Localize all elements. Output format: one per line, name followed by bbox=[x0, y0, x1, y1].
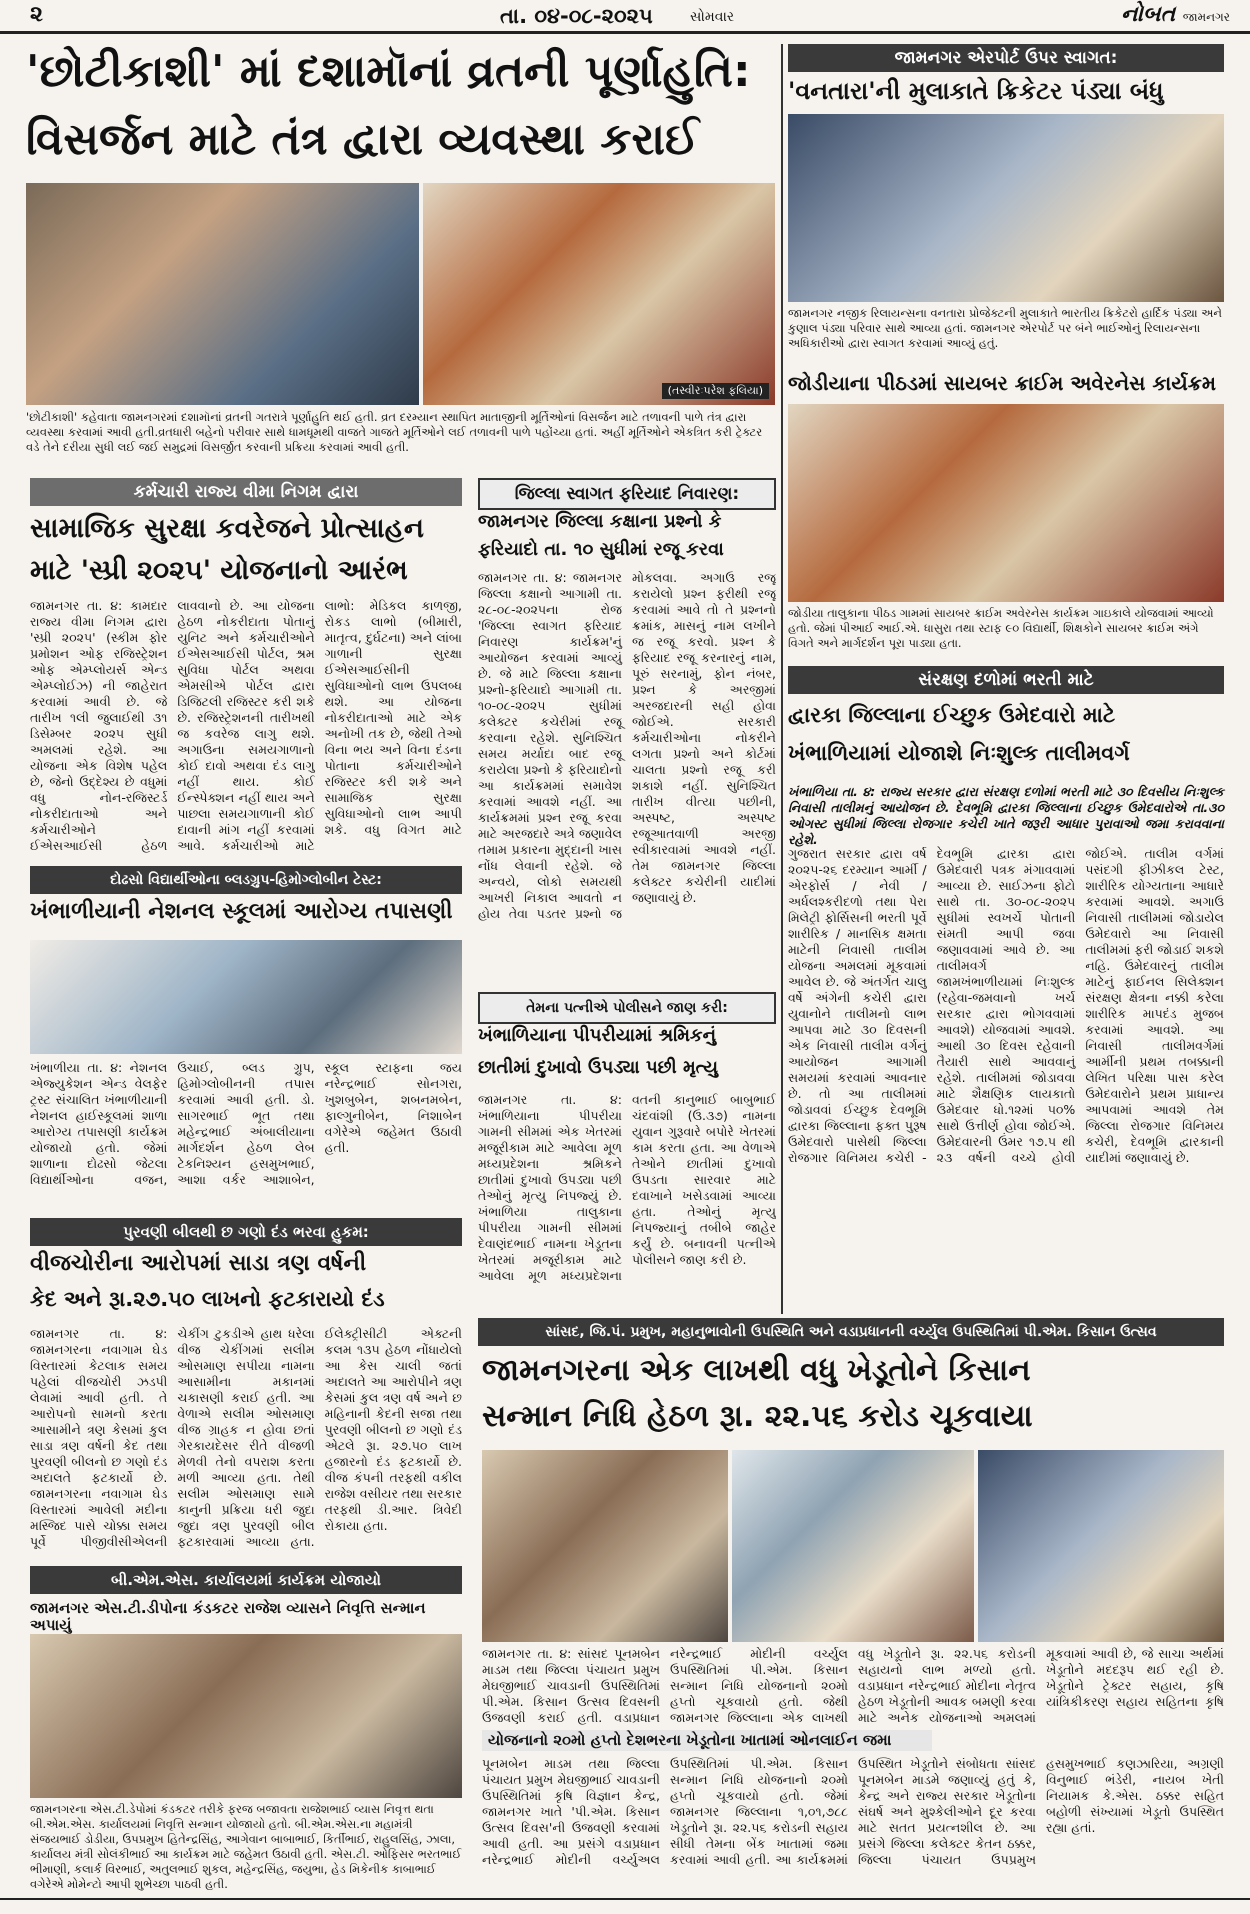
training-kicker: સંરક્ષણ દળોમાં ભરતી માટે bbox=[788, 666, 1224, 694]
st-caption: જામનગરના એસ.ટી.ડેપોમાં કંડકટર તરીકે ફરજ બજાવતા રાજેશભાઈ વ્યાસ નિવૃત્ત થતા બી.એમ.એસ. કાર્યાલયમાં નિવૃત્તિ સન્માન યોજાયો હતો. બી.એમ.એસ.ના મહામંત્રી સંજયભાઈ ડોડીયા, ઉપપ્રમુખ હિતેન્દ્રસિંહ, આગેવાન બાબાભાઈ, કિર્તીભાઈ, રાહુલસિંહ, ઝાલા, કાર્યાલય મંત્રી સોલંકીભાઈ આ કાર્યક્રમ માટે જહેમત ઉઠાવી હતી. એસ.ટી. ઓફિસર ભરતભાઈ ભીમાણી, કલાર્ક વિરભાઈ, અતુલભાઈ શુકલ, મહેન્દ્રસિંહ, જયુભા, હેડ મિકેનીક કાબાભાઈ વગેરેએ મોમેન્ટો આપી શુભેચ્છા પાઠવી હતી. bbox=[30, 1802, 462, 1891]
health-kicker: દોઢસો વિદ્યાર્થીઓના બ્લડગ્રુપ-હિમોગ્લોબીન ટેસ્ટ: bbox=[30, 866, 462, 894]
airport-kicker: જામનગર એરપોર્ટ ઉપર સ્વાગત: bbox=[788, 44, 1224, 72]
kisan-subhead: યોજનાનો ૨૦મો હપ્તો દેશભરના ખેડૂતોના ખાતામાં ઓનલાઈન જમા bbox=[482, 1730, 932, 1751]
kisan-kicker: સાંસદ, જિ.પં. પ્રમુખ, મહાનુભાવોની ઉપસ્થિતિ અને વડાપ્રધાનની વર્ચ્યુલ ઉપસ્થિતિમાં પી.એમ. કિસાન ઉત્સવ bbox=[478, 1318, 1224, 1346]
training-headline-1: દ્વારકા જિલ્લાના ઈચ્છુક ઉમેદવારો માટે bbox=[788, 703, 1116, 727]
photo-credit: (તસ્વીરઃપરેશ ફલિયા) bbox=[662, 383, 769, 399]
main-photo-left bbox=[26, 183, 419, 405]
kisan-photo-3 bbox=[978, 1450, 1224, 1642]
kisan-photo-2 bbox=[732, 1450, 974, 1642]
main-caption: 'છોટીકાશી' કહેવાતા જામનગરમાં દશામૉનાં વ્રતની ગતરાત્રે પૂર્ણાહુતિ થઈ હતી. વ્રત દરમ્યાન સ્થાપિત માતાજીની મૂર્તિઓનાં વિસર્જન માટે તળાવની પાળે તંત્ર દ્વારા વ્યવસ્થા કરવામાં આવી હતી.વ્રતધારી બહેનો પરીવાર સાથે ધામધૂમથી વાજતે ગાજતે મૂર્તિઓને લઈ તળાવની પાળે પહોંચ્યા હતાં. અહીં મૂર્તિઓને એકત્રિત કરી ટ્રેક્ટર વડે તેને દરીયા સુધી લઈ જઈ સમુદ્રમાં વિસર્જીત કરવાની પ્રક્રિયા કરવામાં આવી હતી. bbox=[26, 410, 763, 454]
kisan-photo-1 bbox=[482, 1450, 728, 1642]
page-footer-rule bbox=[0, 1898, 1250, 1914]
esic-headline-1: સામાજિક સુરક્ષા કવરેજને પ્રોત્સાહન bbox=[30, 513, 424, 544]
kisan-headline-1: જામનગરના એક લાખથી વધુ ખેડૂતોને કિસાન bbox=[482, 1353, 1031, 1388]
airport-caption: જામનગર નજીક રિલાયન્સના વનતારા પ્રોજેક્ટની મુલાકાતે ભારતીય ક્રિકેટરો હાર્દિક પંડ્યા અને કુણાલ પંડ્યા પરિવાર સાથે આવ્યા હતાં. જામનગર એરપોર્ટ પર બંને ભાઈઓનું રિલાયન્સના અધિકારીઓ દ્વારા સ્વાગત કરવામાં આવ્યું હતું. bbox=[788, 306, 1222, 350]
cyber-photo bbox=[788, 404, 1224, 602]
st-headline: જામનગર એસ.ટી.ડીપોના કંડકટર રાજેશ વ્યાસને નિવૃત્તિ સન્માન અપાયું bbox=[30, 1599, 426, 1634]
issue-date: તા. ૦૪-૦૮-૨૦૨૫ bbox=[500, 4, 653, 28]
grievance-body: જામનગર તા. ૪: જામનગર જિલ્લા કક્ષાનો આગામી તા. ૨૮-૦૮-૨૦૨૫ના રોજ 'જિલ્લા સ્વાગત ફરિયાદ નિવારણ કાર્યક્રમ'નું આયોજન કરવામાં આવ્યું છે. જે માટે જિલ્લા કક્ષાના પ્રશ્નો-ફરિયાદો આગામી તા. ૧૦-૦૮-૨૦૨૫ સુધીમાં કલેક્ટર કચેરીમાં રજૂ કરવાના રહેશે. સુનિશ્ચિત સમય મર્યાદા બાદ રજૂ કરાયેલા પ્રશ્નો કે ફરિયાદોનો આ કાર્યક્રમમાં સમાવેશ કરવામાં આવશે નહીં. આ કાર્યક્રમમાં પ્રશ્ન રજૂ કરવા માટે અરજદારે અત્રે જણાવેલ તમામ પ્રકારના મુદ્દાની ખાસ નોંધ લેવાની રહેશે. જે અન્વયે, લોકો સમયથી આખરી નિકાલ આવતો ન હોય તેવા પડતર પ્રશ્નો જ મોકલવા. અગાઉ રજૂ કરાયેલો પ્રશ્ન ફરીથી રજૂ કરવામાં આવે તો તે પ્રશ્નનો ક્રમાંક, માસનું નામ લખીને જ રજૂ કરવો. પ્રશ્ન કે ફરિયાદ રજૂ કરનારનું નામ, પૂરું સરનામું, ફોન નંબર, પ્રશ્ન કે અરજીમાં અરજદારની સહી હોવા જોઈએ. સરકારી કર્મચારીઓના નોકરીને લગતા પ્રશ્નો અને કોર્ટમાં ચાલતા પ્રશ્નો રજૂ કરી શકાશે નહીં. સુનિશ્ચિત તારીખ વીત્યા પછીની, અસ્પષ્ટ, અસ્પષ્ટ રજૂઆતવાળી અરજી સ્વીકારવામાં આવશે નહીં. તેમ જામનગર જિલ્લા કલેક્ટર કચેરીની યાદીમાં જણાવાયું છે. bbox=[478, 570, 776, 921]
page-header bbox=[0, 0, 1250, 34]
police-headline-1: ખંભાળિયાના પીપરીયામાં શ્રમિકનું bbox=[478, 1025, 717, 1046]
fine-headline-2: કેદ અને રૂા.૨૭.૫૦ લાખનો ફટકારાયો દંડ bbox=[30, 1287, 385, 1311]
esic-headline-2: માટે 'સ્પ્રી ૨૦૨૫' યોજનાનો આરંભ bbox=[30, 555, 408, 586]
health-photo bbox=[30, 940, 462, 1054]
masthead-logo bbox=[1121, 2, 1230, 27]
st-photo bbox=[30, 1634, 462, 1798]
logo-city: જામનગર bbox=[1182, 10, 1230, 24]
esic-body: જામનગર તા. ૪: કામદાર રાજ્ય વીમા નિગમ દ્વારા 'સ્પ્રી ૨૦૨૫' (સ્કીમ ફોર પ્રમોશન ઓફ રજિસ્ટ્રેશન ઓફ એમ્પ્લોયર્સ એન્ડ એમ્પ્લોઈઝ) ની જાહેરાત કરવામાં આવી છે. જે તારીખ ૧લી જુલાઈથી ૩૧ ડિસેમ્બર ૨૦૨૫ સુધી અમલમાં રહેશે. આ યોજના એક વિશેષ પહેલ છે, જેનો ઉદ્દેશ્ય છે વધુમાં વધુ નોન-રજિસ્ટર્ડ નોકરીદાતાઓ અને કર્મચારીઓને ઈએસઆઈસી હેઠળ લાવવાનો છે. આ યોજના હેઠળ નોકરીદાતા પોતાનું યુનિટ અને કર્મચારીઓને ઈએસઆઈસી પોર્ટલ, શ્રમ સુવિધા પોર્ટલ અથવા એમસીએ પોર્ટલ દ્વારા ડિજિટલી રજિસ્ટર કરી શકે છે. રજિસ્ટ્રેશનની તારીખથી જ કવરેજ લાગુ થશે. અગાઉના સમયગાળાનો કોઈ દાવો અથવા દંડ લાગુ નહીં થાય. કોઈ ઈન્સ્પેક્શન નહીં થાય અને પાછલા સમયગાળાની કોઈ દાવાની માંગ નહીં કરવામાં આવે. કર્મચારીઓ માટે લાભો: મેડિકલ કાળજી, રોકડ લાભો (બીમારી, માતૃત્વ, દુર્ઘટના) અને લાંબા ગાળાની સુરક્ષા ઈએસઆઈસીની સુવિધાઓનો લાભ ઉપલબ્ધ થશે. આ યોજના નોકરીદાતાઓ માટે એક અનોખી તક છે, જેથી તેઓ વિના ભય અને વિના દંડના પોતાના કર્મચારીઓને રજિસ્ટર કરી શકે અને સામાજિક સુરક્ષા સુવિધાઓનો લાભ આપી શકે. વધુ વિગત માટે bbox=[30, 598, 462, 853]
kisan-headline-2: સન્માન નિધિ હેઠળ રૂા. ૨૨.૫૬ કરોડ ચૂકવાયા bbox=[482, 1399, 1033, 1434]
st-kicker: બી.એમ.એસ. કાર્યાલયમાં કાર્યક્રમ યોજાયો bbox=[30, 1566, 462, 1594]
issue-day: સોમવાર bbox=[690, 9, 735, 25]
grievance-kicker: જિલ્લા સ્વાગત ફરિયાદ નિવારણ: bbox=[478, 478, 776, 510]
column-divider bbox=[781, 44, 783, 1314]
page-number: ૨ bbox=[30, 2, 43, 27]
kisan-body-top: જામનગર તા. ૪: સાંસદ પૂનમબેન માડમ તથા જિલ્લા પંચાયત પ્રમુખ મેઘજીભાઈ ચાવડાની ઉપસ્થિતિમાં પી.એમ. કિસાન ઉત્સવ દિવસની ઉજવણી કરાઈ હતી. વડાપ્રધાન નરેન્દ્રભાઈ મોદીની વર્ચ્યુલ ઉપસ્થિતિમાં પી.એમ. કિસાન સન્માન નિધિ યોજનાનો ૨૦મો હપ્તો ચૂકવાયો હતો. જેથી જામનગર જિલ્લાના એક લાખથી વધુ ખેડૂતોને રૂા. ૨૨.૫૬ કરોડની સહાયનો લાભ મળ્યો હતો. વડાપ્રધાન નરેન્દ્રભાઈ મોદીના નેતૃત્વ હેઠળ ખેડૂતોની આવક બમણી કરવા માટે અનેક યોજનાઓ અમલમાં મૂકવામાં આવી છે, જે સાચા અર્થમાં ખેડૂતોને મદદરૂપ થઈ રહી છે. ખેડૂતોને ટ્રેક્ટર સહાય, કૃષિ યાંત્રિકીકરણ સહાય સહિતના કૃષિ bbox=[482, 1646, 1224, 1725]
esic-kicker: કર્મચારી રાજ્ય વીમા નિગમ દ્વારા bbox=[30, 478, 462, 506]
airport-headline: 'વનતારા'ની મુલાકાતે ક્રિકેટર પંડ્યા બંધુ bbox=[788, 77, 1164, 105]
training-body: ગુજરાત સરકાર દ્વારા વર્ષ ૨૦૨૫-૨૬ દરમ્યાન આર્મી / એરફોર્સ / નેવી / અર્ધલશ્કરીદળો તથા પેરા મિલેટ્રી ફોર્સિસની ભરતી પૂર્વે શારીરિક / માનસિક ક્ષમતા માટેની નિવાસી તાલીમ યોજના અમલમાં મૂકવામાં આવેલ છે. જે અંતર્ગત ચાલુ વર્ષે અંગેની કચેરી દ્વારા યુવાનોને તાલીમનો લાભ આપવા માટે ૩૦ દિવસની એક નિવાસી તાલીમ વર્ગનું આયોજન આગામી સમયમાં કરવામાં આવનાર છે. તો આ તાલીમમાં જોડાવવાં ઈચ્છુક દેવભૂમિ દ્વારકા જિલ્લાના ફક્ત પુરૂષ ઉમેદવારો પાસેથી જિલ્લા રોજગાર વિનિમય કચેરી - દેવભૂમિ દ્વારકા દ્વારા ઉમેદવારી પત્રક મંગાવવામાં આવ્યા છે. સાઈઝના ફોટો સાથે તા. ૩૦-૦૮-૨૦૨૫ સુધીમાં સ્વખર્ચે પોતાની સંમતી આપી જવા જણાવવામાં આવે છે. આ તાલીમવર્ગ જામખંભાળીયામાં નિઃશુલ્ક (રહેવા-જમવાનો ખર્ચ સરકાર દ્વારા ભોગવવામાં આવશે) યોજવામાં આવશે. આથી ૩૦ દિવસ રહેવાની તૈયારી સાથે આવવાનું રહેશે. તાલીમમાં જોડાવવા માટે શૈક્ષણિક લાયકાતો ઉમેદવાર ધો.૧૨માં ૫૦% સાથે ઉત્તીર્ણ હોવા જોઈએ. ઉમેદવારની ઉંમર ૧૭.૫ થી ૨૩ વર્ષની વચ્ચે હોવી જોઈએ. તાલીમ વર્ગમાં પસંદગી ફીઝીકલ ટેસ્ટ, શારીરિક યોગ્યતાના આધારે કરવામાં આવશે. અગાઉ નિવાસી તાલીમમાં જોડાયેલ ઉમેદવારો આ નિવાસી તાલીમમાં ફરી જોડાઈ શકશે નહિ. ઉમેદવારનું તાલીમ માટેનું ફાઈનલ સિલેક્શન સંરક્ષણ ક્ષેત્રના નક્કી કરેલા શારીરિક માપદંડ મુજબ કરવામાં આવશે. આ નિવાસી તાલીમવર્ગમાં આર્મીની પ્રથમ તબક્કાની લેખિત પરિક્ષા પાસ કરેલ ઉમેદવારોને પ્રથમ પ્રાધાન્ય આપવામાં આવશે તેમ જિલ્લા રોજગાર વિનિમય કચેરી, દેવભૂમિ દ્વારકાની યાદીમાં જણાવાયું છે. bbox=[788, 846, 1224, 1165]
grievance-headline-1: જામનગર જિલ્લા કક્ષાના પ્રશ્નો કે bbox=[478, 511, 722, 532]
cyber-headline: જોડીયાના પીઠડમાં સાયબર ક્રાઈમ અવેરનેસ કાર્યક્રમ bbox=[788, 371, 1216, 395]
airport-photo bbox=[788, 114, 1224, 302]
kisan-body-bottom: પૂનમબેન માડમ તથા જિલ્લા પંચાયત પ્રમુખ મેઘજીભાઈ ચાવડાની ઉપસ્થિતિમાં કૃષિ વિજ્ઞાન કેન્દ્ર, જામનગર ખાતે 'પી.એમ. કિસાન ઉત્સવ દિવસ'ની ઉજવણી કરવામાં આવી હતી. આ પ્રસંગે વડાપ્રધાન નરેન્દ્રભાઈ મોદીની વર્ચ્યુઅલ ઉપસ્થિતિમાં પી.એમ. કિસાન સન્માન નિધિ યોજનાનો ૨૦મો હપ્તો ચૂકવાયો હતો. જેમાં જામનગર જિલ્લાના ૧,૦૧,૭૮૮ ખેડૂતોને રૂા. ૨૨.૫૬ કરોડની સહાય સીધી તેમના બેંક ખાતામાં જમા કરવામાં આવી હતી. આ કાર્યક્રમમાં ઉપસ્થિત ખેડૂતોને સંબોધતા સાંસદ પૂનમબેન માડમે જણાવ્યું હતું કે, કેન્દ્ર અને રાજ્ય સરકાર ખેડૂતોના સંઘર્ષ અને મુશ્કેલીઓને દૂર કરવા માટે સતત પ્રયત્નશીલ છે. આ પ્રસંગે જિલ્લા કલેક્ટર કેતન ઠક્કર, જિલ્લા પંચાયત ઉપપ્રમુખ હસમુખભાઈ કણઝારિયા, અગ્રણી વિનુભાઈ ભંડેરી, નાયબ ખેતી નિયામક કે.એસ. ઠક્કર સહિત બહોળી સંખ્યામાં ખેડૂતો ઉપસ્થિત રહ્યા હતાં. bbox=[482, 1756, 1224, 1867]
main-headline-1: 'છોટીકાશી' માં દશામૉનાં વ્રતની પૂર્ણાહુતિ: bbox=[26, 46, 751, 97]
training-headline-2: ખંભાળિયામાં યોજાશે નિઃશુલ્ક તાલીમવર્ગ bbox=[788, 741, 1130, 765]
training-lead: ખંભાળિયા તા. ૪: રાજ્ય સરકાર દ્વારા સંરક્ષણ દળોમાં ભરતી માટે ૩૦ દિવસીય નિઃશુલ્ક નિવાસી તાલીમનું આયોજન છે. દેવભૂમિ દ્વારકા જિલ્લાના ઈચ્છુક ઉમેદવારોએ તા.૩૦ ઓગસ્ટ સુધીમાં જિલ્લા રોજગાર કચેરી ખાતે જરૂરી આધાર પુરાવાઓ જમા કરાવવાના રહેશે. bbox=[788, 784, 1224, 847]
main-headline-2: વિસર્જન માટે તંત્ર દ્વારા વ્યવસ્થા કરાઈ bbox=[26, 114, 699, 165]
fine-headline-1: વીજચોરીના આરોપમાં સાડા ત્રણ વર્ષની bbox=[30, 1251, 367, 1276]
cyber-caption: જોડીયા તાલુકાના પીઠડ ગામમાં સાયબર ક્રાઈમ અવેરનેસ કાર્યક્રમ ગાઇકાલે યોજવામાં આવ્યો હતો. જેમાં પીઆઈ આઈ.એ. ધાસુરા તથા સ્ટાફ ૯૦ વિદ્યાર્થી, શિક્ષકોને સાયબર ક્રાઈમ અંગે વિગતે અને માર્ગદર્શન પૂરા પાડ્યા હતા. bbox=[788, 606, 1214, 650]
grievance-headline-2: ફરિયાદો તા. ૧૦ સુધીમાં રજૂ કરવા bbox=[478, 539, 724, 560]
police-kicker: તેમના પત્નીએ પોલીસને જાણ કરી: bbox=[478, 992, 776, 1024]
fine-body: જામનગર તા. ૪: જામનગરના નવાગામ ઘેડ વિસ્તારમાં કેટલાક સમય પહેલાં વીજચોરી ઝડપી લેવામાં આવી હતી. તે આરોપનો સામનો કરતા આસામીને ત્રણ કેસમાં કુલ સાડા ત્રણ વર્ષની કેદ તથા પુરવણી બીલનો છ ગણો દંડ અદાલતે ફટકાર્યો છે. જામનગરના નવાગામ ઘેડ વિસ્તારમાં આવેલી મદીના મસ્જિદ પાસે ચોક્કા સમય પૂર્વે પીજીવીસીએલની ચેકીંગ ટુકડીએ હાથ ધરેલા વીજ ચેકીંગમાં સલીમ ઓસમાણ સપીયા નામના આસામીના મકાનમાં ચકાસણી કરાઈ હતી. આ વેળાએ સલીમ ઓસમાણ વીજ ગ્રાહક ન હોવા છતાં ગેરકાયદેસર રીતે વીજળી મેળવી તેનો વપરાશ કરતા મળી આવ્યા હતા. તેથી સલીમ ઓસમાણ સામે કાનુની પ્રક્રિયા ધરી જુદા જુદા ત્રણ પુરવણી બીલ ફટકારવામાં આવ્યા હતા. ઈલેક્ટ્રીસીટી એક્ટની કલમ ૧૩૫ હેઠળ નોંધાયેલો આ કેસ ચાલી જતાં અદાલતે આ આરોપીને ત્રણ કેસમાં કુલ ત્રણ વર્ષ અને છ મહિનાની કેદની સજા તથા પુરવણી બીલનો છ ગણો દંડ એટલે રૂા. ૨૭.૫૦ લાખ હજારનો દંડ ફટકાર્યો છે. વીજ કંપની તરફથી વકીલ રાજેશ વસીયર તથા સરકાર તરફથી ડી.આર. ત્રિવેદી રોકાયા હતા. bbox=[30, 1326, 462, 1549]
logo-text: નોબત bbox=[1120, 2, 1176, 27]
health-body: ખંભાળીયા તા. ૪: નેશનલ એજ્યુકેશન એન્ડ વેલફેર ટ્રસ્ટ સંચાલિત ખંભાળીયાની નેશનલ હાઈસ્કૂલમાં શાળા આરોગ્ય તપાસણી કાર્યક્રમ યોજાયો હતો. જેમાં શાળાના દોઢસો જેટલા વિદ્યાર્થીઓના વજન, ઉંચાઈ, બ્લડ ગ્રુપ, હિમોગ્લોબીનની તપાસ કરવામાં આવી હતી. ડો. સાગરભાઈ ભૂત તથા મહેન્દ્રભાઈ અંબાલીયાના માર્ગદર્શન હેઠળ લેબ ટેકનિશ્યન હસમુખભાઈ, આશા વર્કર આશાબેન, સ્કૂલ સ્ટાફના જય નરેન્દ્રભાઈ સોનગરા, ખુશબુબેન, શબનમબેન, ફાલ્ગુનીબેન, નિશાબેન વગેરેએ જહેમત ઉઠાવી હતી. bbox=[30, 1060, 462, 1187]
police-body: જામનગર તા. ૪: ખંભાળિયાના પીપરીયા ગામની સીમમાં એક ખેતરમાં મજૂરીકામ માટે આવેલા મૂળ મધ્યપ્રદેશના શ્રમિકને છાતીમાં દુખાવો ઉપડ્યા પછી તેઓનું મૃત્યુ નિપજ્યું છે. ખંભાળિયા તાલુકાના પીપરીયા ગામની સીમમાં દેવાણંદભાઈ નામના ખેડૂતના ખેતરમાં મજૂરીકામ માટે આવેલા મૂળ મધ્યપ્રદેશના વતની કાનુભાઈ બાબુભાઈ ચંદવાંશી (ઉ.૩૭) નામના યુવાન ગુરૂવારે બપોરે ખેતરમાં કામ કરતા હતા. આ વેળાએ તેઓને છાતીમાં દુખાવો ઉપડતા સારવાર માટે દવાખાને ખસેડવામાં આવ્યા હતા. તેઓનું મૃત્યુ નિપજ્યાનું તબીબે જાહેર કર્યું છે. બનાવની પત્નીએ પોલીસને જાણ કરી છે. bbox=[478, 1092, 776, 1283]
police-headline-2: છાતીમાં દુખાવો ઉપડ્યા પછી મૃત્યુ bbox=[478, 1057, 718, 1078]
main-photo-right bbox=[423, 183, 775, 405]
health-headline: ખંભાળીયાની નેશનલ સ્કૂલમાં આરોગ્ય તપાસણી bbox=[30, 899, 453, 924]
fine-kicker: પુરવણી બીલથી છ ગણો દંડ ભરવા હુકમ: bbox=[30, 1218, 462, 1246]
